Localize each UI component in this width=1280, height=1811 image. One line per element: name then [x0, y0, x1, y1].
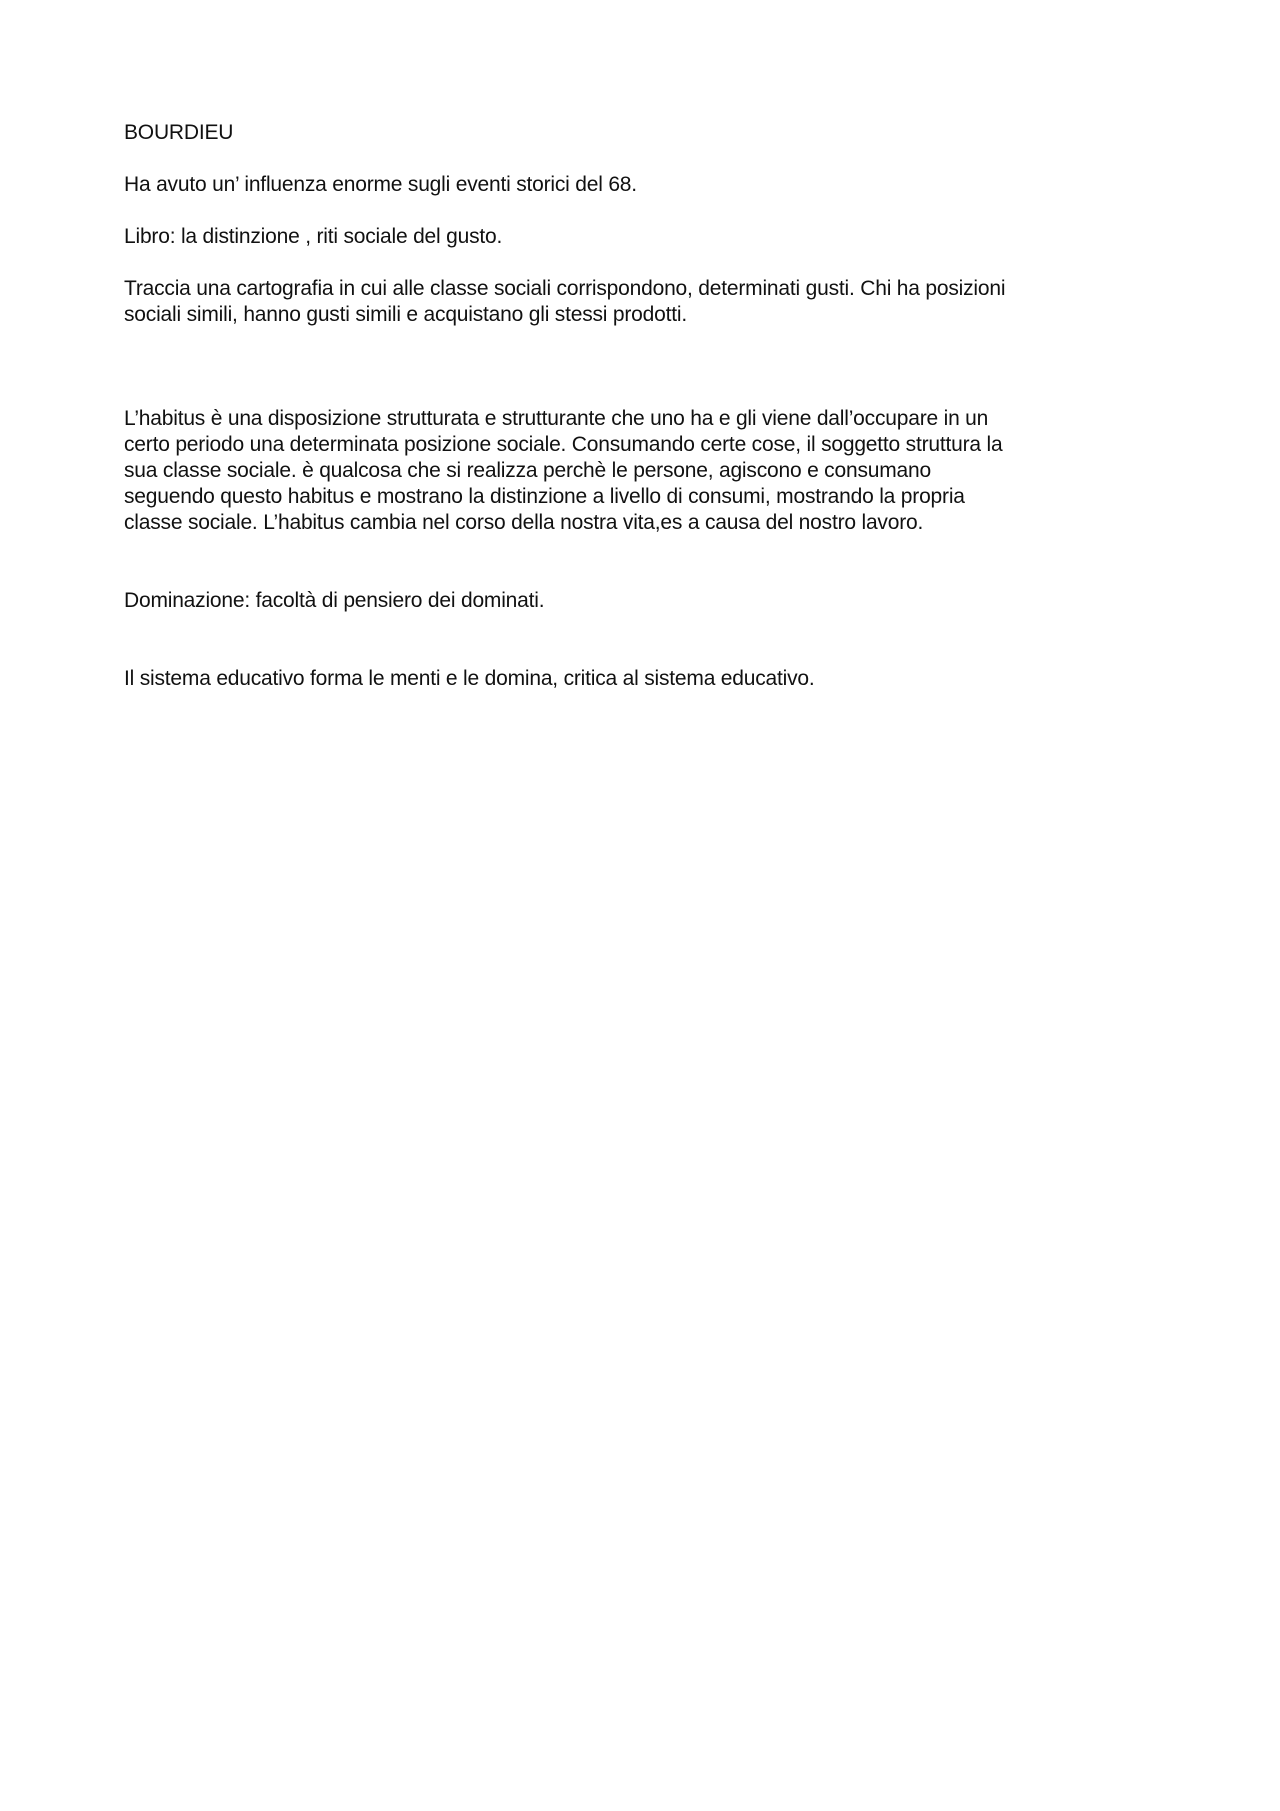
paragraph-domination	[124, 588, 1164, 614]
paragraph-line: L’habitus è una disposizione strutturata e strutturante che uno ha e gli viene dall’occupare in un	[124, 407, 989, 430]
paragraph-line: certo periodo una determinata posizione sociale. Consumando certe cose, il soggetto struttura la	[124, 433, 1003, 456]
paragraph-line: classe sociale. L’habitus cambia nel corso della nostra vita,es a causa del nostro lavoro.	[124, 511, 924, 534]
paragraph-line: sua classe sociale. è qualcosa che si realizza perchè le persone, agiscono e consumano	[124, 459, 931, 482]
paragraph-book	[124, 224, 1164, 250]
title-line: BOURDIEU	[124, 121, 234, 144]
paragraph-line: Traccia una cartografia in cui alle classe sociali corrispondono, determinati gusti. Chi ha posizioni	[124, 277, 1006, 300]
paragraph-line: sociali simili, hanno gusti simili e acquistano gli stessi prodotti.	[124, 303, 687, 326]
paragraph-line: seguendo questo habitus e mostrano la distinzione a livello di consumi, mostrando la propria	[124, 485, 965, 508]
paragraph-cartography	[124, 276, 1164, 328]
paragraph-line: Libro: la distinzione , riti sociale del gusto.	[124, 225, 503, 248]
paragraph-education	[124, 666, 1164, 692]
document-body	[124, 120, 1164, 692]
paragraph-line: Ha avuto un’ influenza enorme sugli eventi storici del 68.	[124, 173, 637, 196]
document-title	[124, 120, 1164, 146]
paragraph-line: Dominazione: facoltà di pensiero dei dominati.	[124, 589, 545, 612]
paragraph-line: Il sistema educativo forma le menti e le domina, critica al sistema educativo.	[124, 667, 815, 690]
paragraph-habitus	[124, 406, 1164, 536]
paragraph-influence	[124, 172, 1164, 198]
